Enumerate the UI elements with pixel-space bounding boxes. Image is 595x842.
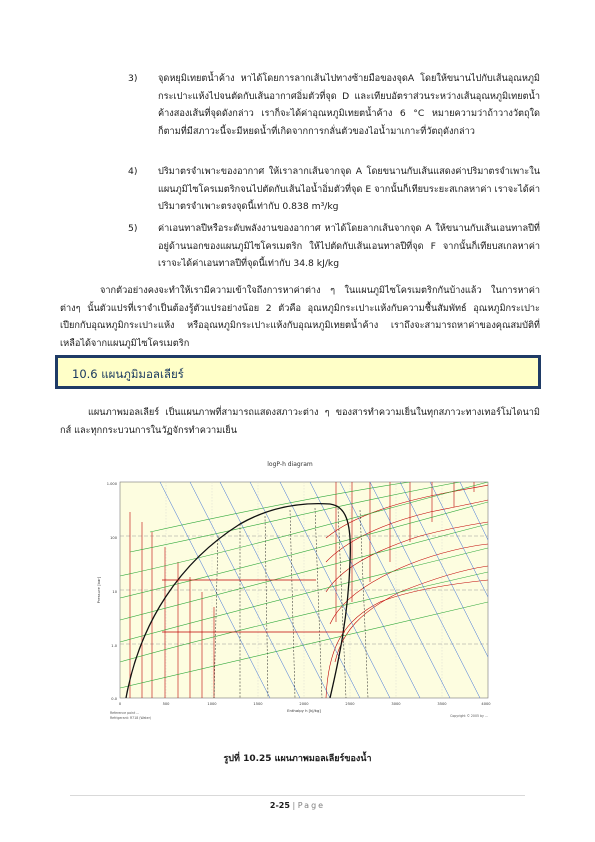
x-tick-label: 1500 — [253, 702, 263, 706]
list-item-text: จุดหยุมิเทยตน้ำค้าง หาได้โดยการลากเส้นไปทางซ้ายมือของจุดA โดยให้ขนานไปกับเส้นอุณหภูมิกระเปาะแห้งไปจนตัดกับเส้นอากาศอิ่มตัวที่จุด D และเทียบอัตราส่วนระหว่างเส้นอุณหภูมิเทยตน้ำค้างสองเส้นที่จุดดังกล่าว เราก็จะได้ค่าอุณหภูมิเทยตน้ำค้าง 6 °C หมายความว่าถ้าวางวัตถุใดก็ตามที่มีสภาวะนี้จะมีหยดน้ำที่เกิดจากการกลั่นตัวของไอน้ำมาเกาะที่วัตถุดังกล่าว — [158, 73, 540, 137]
body-paragraph: จากตัวอย่างคงจะทำให้เรามีความเข้าใจถึงการหาค่าต่าง ๆ ในแผนภูมิไซโครเมตริกกันบ้างแล้ว ในการหาค่าต่างๆ นั้นตัวแปรที่เราจำเป็นต้องรู้ตัวแปรอย่างน้อย 2 ตัวคือ อุณหภูมิกระเปาะแห้งกับความชื้นสัมพัทธ์ อุณหภูมิกระเปาะเปียกกับอุณหภูมิกระเปาะแห้ง หรืออุณหภูมิกระเปาะแห้งกับอุณหภูมิเทยตน้ำค้าง เราถึงจะสามารถหาค่าของคุณสมบัติที่เหลือได้จากแผนภูมิไซโครเมตริก — [60, 285, 540, 349]
section-heading-box — [55, 355, 541, 389]
x-tick-label: 3000 — [391, 702, 401, 706]
mollier-diagram-figure — [90, 452, 498, 727]
mollier-diagram-image — [90, 452, 498, 727]
x-tick-label: 4000 — [481, 702, 491, 706]
y-tick-label: 0.0 — [111, 697, 117, 701]
x-tick-label: 1000 — [207, 702, 217, 706]
x-tick-label: 3500 — [437, 702, 447, 706]
list-item — [128, 70, 540, 160]
list-item-number: 4) — [128, 166, 138, 177]
x-tick-label: 2500 — [345, 702, 355, 706]
page-footer — [0, 801, 595, 810]
footer-divider — [70, 795, 525, 796]
footer-separator: | — [292, 801, 296, 810]
x-tick-label: 0 — [118, 702, 122, 706]
diagram-footnote: Reference point ... — [110, 711, 140, 715]
y-tick-label: 1.000 — [106, 482, 117, 486]
section-heading: 10.6 แผนภูมิมอลเลียร์ — [72, 367, 184, 381]
figure-caption: รูปที่ 10.25 แผนภาพมอลเลียร์ของน้ำ — [223, 754, 372, 764]
diagram-copyright: Copyright © 2005 by ... — [450, 714, 488, 718]
y-axis-label: Pressure [bar] — [96, 576, 101, 604]
list-item-text: ปริมาตรจำเพาะของอากาศ ให้เราลากเส้นจากจุด A โดยขนานกับเส้นแสดงค่าปริมาตรจำเพาะในแผนภูมิไซโครเมตริกจนไปตัดกับเส้นไอน้ำอิ่มตัวที่จุด E จากนั้นก็เทียบระยะสเกลหาค่า เราจะได้ค่าปริมาตรจำเพาะตรงจุดนี้เท่ากับ 0.838 m³/kg — [158, 166, 540, 213]
list-item-text: ค่าเอนทาลปีหรือระดับพลังงานของอากาศ หาได้โดยลากเส้นจากจุด A ให้ขนานกับเส้นเอนทาลปีที่อยู่ด้านนอกของแผนภูมิไซโครเมตริก ให้ไปตัดกับเส้นเอนทาลปีที่จุด F จากนั้นก็เทียบสเกลหาค่า เราจะได้ค่าเอนทาลปีที่จุดนี้เท่ากับ 34.8 kJ/kg — [158, 223, 540, 270]
page-number: 2-25 — [269, 801, 290, 810]
list-item-number: 3) — [128, 73, 138, 84]
y-tick-label: 10 — [112, 590, 117, 594]
list-item — [128, 163, 540, 219]
x-tick-label: 2000 — [299, 702, 309, 706]
list-item-number: 5) — [128, 223, 138, 234]
y-tick-label: 1.0 — [111, 644, 117, 648]
x-axis-label: Enthalpy h [kJ/kg] — [287, 708, 321, 713]
list-item — [128, 220, 540, 276]
diagram-footnote: Refrigerant: R718 (Water) — [110, 716, 152, 720]
page-label: Page — [297, 801, 326, 810]
y-tick-label: 100 — [110, 536, 117, 540]
x-tick-label: 500 — [162, 702, 170, 706]
section-intro-paragraph: แผนภาพมอลเลียร์ เป็นแผนภาพที่สามารถแสดงสภาวะต่าง ๆ ของสารทำความเย็นในทุกสภาวะทางเทอร์โมไดนามิกส์ และทุกกระบวนการในวัฏจักรทำความเย็น — [60, 407, 540, 436]
diagram-title: logP-h diagram — [267, 461, 313, 468]
